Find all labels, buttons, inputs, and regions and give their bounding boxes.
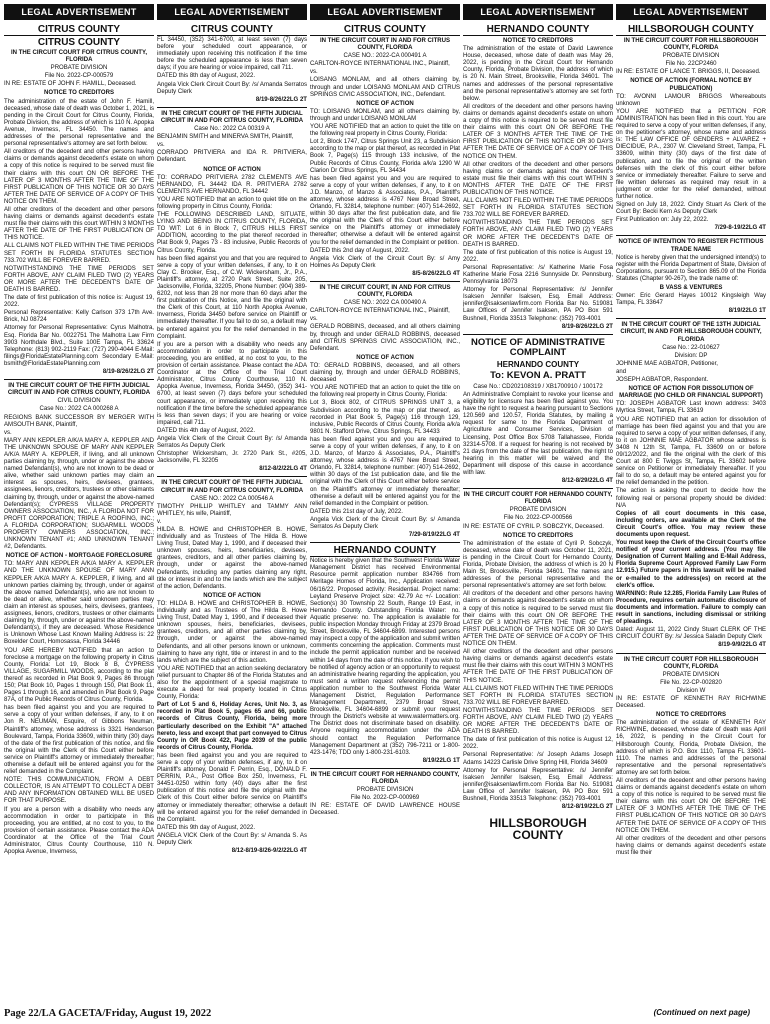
notice-text: JOSEPH AGBATOR, Respondent. [616, 377, 709, 384]
case-number: CASE NO.: 2022 CA 000490 A [343, 300, 427, 307]
notice-text: Angela Vick Clerk of the Circuit Court By: s/ Amanda Serratos As Deputy Clerk [310, 516, 460, 530]
column-3 [310, 4, 460, 1004]
divider [463, 488, 613, 489]
notice-text: FL 34450, (352) 341-6700, at least seven (7) days before your scheduled court appearance, or immediately upon receiving this notification if the time before the scheduled appearance is less than seven days; if you are hearing or voice impaired, call 711. [157, 37, 307, 72]
notice-text: DATED this 9th day of August, 2022. [157, 824, 256, 831]
division: Division W [676, 687, 706, 694]
notice-text: and [616, 368, 627, 375]
notice-text: Christopher Wickersham, Jr. 2720 Park St., #205, Jacksonville, FL 32205 [157, 451, 307, 465]
case-number: CASE NO.: 2022-CA 000491 A [343, 53, 427, 60]
notice-text: YOU ARE NOTIFIED that an action to quiet title on the following property in Citrus County, Florida: [157, 196, 307, 210]
file-number: File No. 22CP2460 [665, 61, 717, 68]
column-header: LEGAL ADVERTISEMENT [157, 4, 307, 20]
court-heading: IN THE CIRCUIT COURT FOR HERNANDO COUNTY, FLORIDA [463, 492, 613, 506]
notice-text: Notice is hereby given that the Southwest Florida Water Management District has received Environmental Resource permit application number 834766 from Meritage Homes of Florida, Inc., Application received: 06/16/22. Proposed activity: Residential. Project name: Leyland Preserve Project size: 42.79 Ac +/- Location: Section(s) 30 Township 22 South, Range 19 East, in Hernando County. Outstanding Florida Water: no. Aquatic preserve: no. The application is available for public inspection Monday through Friday at 2379 Broad Street, Brooksville, FL 34604-6899. Interested persons may inspect a copy of the application and submit written comments concerning the application. Comments must include the permit application number and be received within 14 days from the date of this notice. If you wish to be notified of agency action or an opportunity to request an administrative hearing regarding the application, you must send a written request referencing the permit application number to the Southwest Florida Water Management District, Regulation Performance Management Department, 2379 Broad Street, Brooksville, FL 34604-6899 or submit your request through the District's website at www.watermatters.org. The District does not discriminate based on disability. Anyone requiring accommodation under the ADA should contact the Regulation Performance Management Department at (352) 796-7211 or 1-800-423-1476; TDD only 1-800-231-6103. [310, 558, 460, 756]
notice-text: The administration of the estate of David Lawrence House, deceased, whose date of death was May 26, 2022, is pending in the Circuit Court for Hernando County, Florida, Probate Division, the address of which is 20 N. Main Street, Brooksville, Florida 34601. The names and addresses of the personal representative and the personal representative's attorney are set forth below. [463, 46, 613, 102]
legal-notice [310, 558, 460, 765]
notice-text: All creditors of the decedent and other persons having claims or demands against decedent's estate on whom a copy of this notice is required to be served must file their claims with this court ON OR BEFORE THE LATER OF 3 MONTHS AFTER THE TIME OF THE FIRST PUBLICATION OF THIS NOTICE OR 30 DAYS AFTER THE DATE OF SERVICE OF A COPY OF THIS NOTICE ON THEM. [4, 149, 154, 205]
estate-caption: IN RE: ESTATE OF KENNETH RAY RICHWINE Deceased. [616, 695, 766, 710]
notice-text: All creditors of the decedent and other persons having claims or demands against decedent's estate on whom a copy of this notice is required to be served must file their claims with this court ON OR BEFORE THE LATER OF 3 MONTHS AFTER THE TIME OF THE FIRST PUBLICATION OF THIS NOTICE OR 30 DAYS AFTER THE DATE OF SERVICE OF A COPY OF THIS NOTICE ON THEM. [616, 778, 766, 834]
county-heading: CITRUS COUNTY [37, 37, 121, 48]
notice-text: CORRADO PRITVIERA and IDA R. PRITVIERA, Defendant. [157, 150, 307, 164]
file-number: File No. 2022-CP-000566 [503, 515, 573, 522]
court-heading: IN THE CIRCUIT COURT OF THE FIFTH JUDICIAL CIRCUIT IN AND FOR CITRUS COUNTY, FLORIDA [160, 110, 304, 124]
court-heading: IN THE CIRCUIT COURT FOR CITRUS COUNTY, FLORIDA [10, 50, 148, 64]
notice-text: ALL CLAIMS NOT FILED WITHIN THE TIME PERIODS SET FORTH IN FLORIDA STATUTES SECTION 733.702 WILL BE FOREVER BARRED. [4, 243, 154, 264]
court-heading: IN THE CIRCUIT COURT IN AND FOR CITRUS COUNTY, FLORIDA [319, 38, 451, 52]
case-number: Case No.: 22-010627 [662, 344, 720, 351]
notice-text: DATED this 21st day of July, 2022. [310, 508, 403, 515]
notice-text: THE FOLLOWING DESCRIBED LAND, SITUATE, LYING AND BEING IN CITRUS COUNTY, FLORIDA, TO WIT: Lot 6 in Block 7, CITRUS HILLS FIRST ADDITION, according to the plat thereof recorded in Plat Book 9, Pages 73 - 83 inclusive, Public Records of Citrus County, Florida. [157, 212, 307, 254]
page-footer: Page 22/LA GACETA/Friday, August 19, 2022 [4, 1008, 212, 1019]
notice-title: NOTICE OF ACTION [356, 354, 414, 361]
column-header: LEGAL ADVERTISEMENT [616, 4, 766, 20]
division: CIVIL DIVISION [57, 398, 101, 405]
notice-text: CARLTON-ROYCE INTERNATIONAL INC., Plaintiff, [310, 61, 450, 68]
publication-code: 8/19-8/26/22LG 2T [561, 323, 613, 330]
case-number: Case No.: CD202108319 / XB1700910 / 100172 [473, 383, 603, 390]
notice-text: TO: LOISANG MONLAM, and all others claiming by, through and under LOISANG MONLAM [310, 108, 460, 122]
court-heading: IN THE CIRCUIT COURT FOR HILLSBOROUGH COUNTY, FLORIDA [623, 38, 759, 52]
notice-text: has been filed against you and you are required to serve a copy of your written defenses, if any, to it on J.D. Manzo, of Manzo & Associates, P.A., Plaintiff's attorney, whose address is 4767 New Broad Street, Orlando, FL 32814, telephone number: (407) 514-2692, within 30 days of the 1st publication date, and file the original with the Clerk of this Court either before service on the Plaintiff's attorney or immediately thereafter; otherwise a default will be entered against you for the relief demanded in the Complaint or petition. [310, 436, 460, 507]
legal-notice [157, 111, 307, 474]
notice-text: All other creditors of the decedent and other persons having claims or demands against decedent's estate must file their [616, 835, 766, 856]
county-heading: CITRUS COUNTY [310, 24, 460, 36]
notice-text: YOU ARE NOTIFIED that a PETITION FOR ADMINISTRATION has been filed in this court. You are required to serve a copy of your written defenses, if any, on the petitioner's attorney, whose name and address is: THE LAW OFFICE OF GENDERS + ALVAREZ + DIECIDUE, P.A., 2307 W. Cleveland Street, Tampa, FL 33609, within thirty (30) days of the first date of publication, and to file the original of the written defenses with the clerk of this court either before service or immediately thereafter. Failure to serve and file written defenses as required may result in a judgment or order for the relief demanded, without further notice. [616, 108, 766, 200]
notice-text: Personal Representative: /s/ Katherine Marie Fosa Katherine Marie Fosa 2216 Sunnyside Dr. Pennsburg, Pennsylvania 18073 [463, 264, 613, 286]
court-heading: IN THE CIRCUIT COURT OF THE FIFTH JUDICIAL CIRCUIT IN AND FOR CITRUS COUNTY, FLORIDA [7, 383, 151, 397]
notice-text: All other creditors of the decedent and other persons having claims or demands against decedent's estate must file their claims with this court WITHIN 3 MONTHS AFTER THE DATE OF THE FIRST PUBLICATION OF THIS NOTICE. [463, 649, 613, 684]
notice-text: Dated: August 11, 2022 Cindy Stuart CLERK OF THE CIRCUIT COURT By: /s/ Jessica Saladin Deputy Clerk [616, 627, 766, 641]
divider [157, 107, 307, 108]
court-heading: IN THE CIRCUIT COURT FOR HILLSBOROUGH COUNTY, FLORIDA [623, 656, 759, 670]
notice-text: Lot 2, Block 1747, Citrus Springs Unit 23, a Subdivision according to the map or plat thereof, as recorded in Plat Book 7, Page(s) 115 through 133 inclusive, of the Public Records of Citrus County, Florida a/k/a 1290 W Clarion Dr Citrus Springs, FL 34434 [310, 139, 460, 174]
file-number: File No. 2022-CP-000579 [44, 73, 114, 80]
division: Division: DP [674, 352, 708, 359]
notice-text: BENJAMIN SMITH and MINERVA SMITH, Plaintiff, [157, 134, 294, 141]
notice-text: Angela Vick Clerk of the Circuit Court By: s/ Amy Holmes As Deputy Clerk [310, 255, 460, 269]
notice-text: NOTWITHSTANDING THE TIME PERIODS SET FORTH ABOVE, ANY CLAIM FILED TWO (2) YEARS OR MORE AFTER THE DECEDENT'S DATE OF DEATH IS BARRED. [4, 265, 154, 293]
notice-title: NOTICE OF ACTION [356, 100, 414, 107]
notice-text: vs. [310, 316, 318, 323]
legal-notice [157, 480, 307, 855]
notice-text: Notice is hereby given that the undersigned intend(s) to register with the Florida Department of State, Division of Corporations, pursuant to Section 865.09 of the Florida Statutes (Chapter 90-267), the trade name of: [616, 254, 766, 282]
notice-text: YOU ARE HEREBY NOTIFIED that an action to foreclose a mortgage on the following property in Citrus County, Florida: Lot 19, Block 8 B, CYPRESS VILLAGE, SUGARMILL WOODS, according to the plat thereof as recorded in Plat Book 9, Pages 86 through 150; Plat Book 10, Pages 1 through 150, Plat Book 11, Pages 1 through 16, and amended in Plat Book 9, Page 87A, of the Public Records of Citrus County, Florida. [4, 647, 154, 704]
notice-text: Attorney for Personal Representative: /s/ Jennifer Isaksen Jennifer Isaksen, Esq. Email Address: jennifer@isaksenlawfirm.com Florida Bar No. 519081 Law Office of Jennifer Isaksen, PA PO Box 591 Bushnell, Florida 33513 Telephone: (352) 793-4001 [463, 767, 613, 802]
division: PROBATE DIVISION [50, 65, 108, 72]
legal-notice [616, 657, 766, 858]
divider [463, 334, 613, 335]
notice-text: Attorney for Personal Representative: /s/ Jennifer Isaksen Jennifer Isaksen, Esq. Email Address: jennifer@isaksenlawfirm.com Florida Bar No. 519081 Law Offices of Jennifer Isaksen, PA PO Box 591 Bushnell, Florida 33513 Telephone: (352) 793-4001 [463, 287, 613, 322]
notice-text: Attorney for Personal Representative: Cyrus Malhotra, Esq. Florida Bar No. 0022751 The Malhotra Law Firm 3903 Northdale Blvd., Suite 100E Tampa, FL 33624 Telephone: (813) 902-2119 Fax: (727) 290-4044 E-Mail: filings@FloridaEstatePlanning.com Secondary E-Mail: bsmith@FloridaEstatePlanning.com [4, 325, 154, 367]
notice-text: First Publication on: July 22, 2022. [616, 217, 709, 224]
legal-notice [463, 38, 613, 331]
column-header: LEGAL ADVERTISEMENT [4, 4, 154, 20]
column-5 [616, 4, 766, 1004]
notice-text: vs. [157, 142, 165, 149]
notice-text: TO: AVONNI LAMOUR BRIGGS Whereabouts unknown [616, 93, 766, 107]
notice-text: DATED this 8th day of August, 2022. [157, 73, 256, 80]
county-heading: HERNANDO COUNTY [310, 542, 460, 557]
estate-caption: IN RE: ESTATE OF CYRIL P. SOBCZYK, Deceased. [463, 523, 604, 530]
case-number: Case No.: 2022 CA 00319 A [194, 126, 270, 133]
continued-note: (Continued on next page) [653, 1008, 750, 1017]
legal-notice [616, 38, 766, 232]
file-number: File No. 22-CP-002820 [660, 679, 722, 686]
notice-title: NOTICE TO CREDITORS [503, 532, 573, 539]
county-heading: CITRUS COUNTY [4, 24, 154, 36]
file-number: File No. 2022-CP-000969 [350, 795, 420, 802]
notice-text: DATED this 2nd day of August, 2022. [310, 247, 410, 254]
notice-title: NOTICE OF ACTION - MORTGAGE FORECLOSURE [5, 553, 153, 560]
notice-text: NOTE: THIS COMMUNICATION, FROM A DEBT COLLECTOR, IS AN ATTEMPT TO COLLECT A DEBT AND ANY INFORMATION OBTAINED WILL BE USED FOR THAT PURPOSE. [4, 777, 154, 805]
case-number: CASE NO.: 2022 CA 000546 A [190, 495, 274, 502]
publication-code: 7/29-8-19/22LG 4T [714, 225, 766, 232]
notice-text: v. [157, 518, 162, 525]
publication-code: 8/19/22LG 1T [728, 308, 766, 315]
divider [616, 653, 766, 654]
notice-text: TO: HILDA B. HOWE and CHRISTOPHER B. HOWE, individually and as Trustees of The Hilda B. Howe Living Trust, Dated May 1, 1990, and if deceased their unknown spouses, heirs, beneficiaries, devisees, grantees, creditors, and all other parties claiming by, through, under or against the above-named Defendants, and all other persons known or unknown, claiming to have any right, title or interest in and to the lands which are the subject of this action. [157, 600, 307, 664]
estate-caption: IN RE: ESTATE OF JOHN F. HAMILL, Deceased. [4, 81, 137, 88]
notice-text: Personal Representative: /s/ Joseph Adams Joseph Adams 14223 Carlisle Drive Spring Hill, Florida 34609 [463, 752, 613, 766]
estate-caption: IN RE: ESTATE OF DAVID LAWRENCE HOUSE Deceased. [310, 803, 460, 817]
legal-notice [310, 772, 460, 818]
notice-text: All other creditors of the decedent and other persons having claims or demands against decedent's estate must file their claims with this court WITHIN 3 MONTHS AFTER THE DATE OF THE FIRST PUBLICATION OF THIS NOTICE. [4, 206, 154, 242]
court-heading: IN THE CIRCUIT COURT OF THE 13TH JUDICIAL CIRCUIT, IN AND FOR HILLSBOROUGH COUNTY, FLORIDA [620, 322, 762, 343]
publication-code: 8/12-8/19-8/26-9/2/22LG 4T [231, 848, 307, 855]
notice-title: NOTICE OF ACTION (FORMAL NOTICE BY PUBLICATION) [630, 78, 752, 92]
notice-text: Owner: Eric Gerard Hayes 10012 Kingsleigh Way Tampa, FL 33647 [616, 293, 766, 307]
notice-text: has been filed against you and you are required to serve a copy of your written defenses, if any, to it on Plaintiff's attorney, Donald F. Perrin, Esq., DONALD F. PERRIN, P.A., Post Office Box 250, Inverness, FL 34451-0250 within forty (40) days after the first publication of this notice and file the original with the Clerk of this Court either before service on Plaintiff's attorney or immediately thereafter; otherwise a default will be entered against you for the relief demanded in the Complaint. [157, 752, 307, 823]
notice-text: has been filed against you and you are required to serve a copy of your written defenses, if any, to it on Jon R. NEUMAN, Esquire, of Gibbons Neuman, Plaintiff's attorney, whose address is 3321 Henderson Boulevard, Tampa, Florida 33609, within thirty (30) days of the date of the first publication of this notice, and file the original with the Clerk of this Court either before service on Plaintiff's attorney or immediately thereafter; otherwise a default will be entered against you for the relief demanded in the Complaint. [4, 705, 154, 776]
notice-text: LOISANG MONLAM, and all others claiming by, through and under LOISANG MONLAM AND CITRUS SPRINGS CIVIC ASSOCIATION, INC., Defendant. [310, 77, 460, 98]
notice-text: has been filed against you and you are required to serve a copy of your written defenses, if any, to it on J.D. Manzo, of Manzo & Associates, P.A., Plaintiff's attorney, whose address is 4767 New Broad Street, Orlando, FL 32814, telephone number: (407) 514-2692, within 30 days after the first publication date, and file the original with the Clerk of this Court either before service on the Plaintiff's attorney or immediately thereafter; otherwise a default will be entered against you for the relief demanded in the Complaint or petition. [310, 175, 460, 246]
notice-text: All other creditors of the decedent and other persons having claims or demands against the decedent's estate must file their claims with this court WITHIN 3 MONTHS AFTER THE DATE OF THE FIRST PUBLICATION OF THIS NOTICE. [463, 161, 613, 196]
column-header: LEGAL ADVERTISEMENT [310, 4, 460, 20]
notice-text: CARLTON-ROYCE INTERNATIONAL INC., Plaintiff, [310, 308, 450, 315]
notice-text: has been filed against you and that you are required to serve a copy of your written defenses, if any, to it on Clay C. Brooker, Esq., of C.W. Wickersham, Jr., P.A., Plaintiff's attorney, at 2720 Park Street, Suite 205, Jacksonville, Florida, 32205, Phone Number: (904) 389-6202, not less than 28 nor more than 60 days after the first publication of this Notice, and file the original with the Clerk of this Court, at 110 North Apopka Avenue, Inverness, Florida 34450 before service on Plaintiff or immediately thereafter. If you fail to do so, a default may be entered against you for the relief demanded in the Complaint. [157, 255, 307, 340]
publication-code: 8/12-8/29/22LG 4T [561, 478, 613, 485]
notice-text: ALL CLAIMS NOT FILED WITHIN THE TIME PERIODS SET FORTH IN FLORIDA STATUTES SECTION 733.702 WILL BE FOREVER BARRED. [463, 198, 613, 219]
column-4 [463, 4, 613, 1004]
notice-text: YOU ARE NOTIFIED that an action seeking declaratory relief pursuant to Chapter 86 of the Florida Statutes and also for the appointment of a special magistrate to execute a deed for real property located in Citrus County, Florida: [157, 665, 307, 701]
notice-text: The administration of the estate of Cyril P. Sobczyk, deceased, whose date of death was October 11, 2021, is pending in the Circuit Court for Hernando County, Florida, Probate Division, the address of which is 20 N Main St, Brooksville, Florida 34601. The names and addresses of the personal representative and the personal representative's attorney are set forth below. [463, 540, 613, 590]
notice-text: vs. [4, 429, 12, 436]
legal-notice [4, 383, 154, 856]
notice-title: NOTICE OF ACTION FOR DISSOLUTION OF MARRIAGE (NO CHILD OR FINANCIAL SUPPORT) [619, 386, 763, 400]
court-heading: IN THE CIRCUIT COURT FOR HERNANDO COUNTY, FLORIDA [310, 771, 460, 785]
division: PROBATE DIVISION [662, 53, 720, 60]
county-heading: HILLSBOROUGH COUNTY [489, 816, 587, 843]
legal-notice [157, 37, 307, 104]
notice-text: NOTWITHSTANDING THE TIME PERIODS SET FORTH ABOVE, ANY CLAIM FILED TWO (2) YEARS OR MORE AFTER THE DECEDENT'S DATE OF DEATH IS BARRED. [463, 220, 613, 248]
notice-text: The date of first publication of this notice is August 12, 2022. [463, 737, 613, 751]
notice-title: NOTICE OF ACTION [203, 166, 261, 173]
publication-code: 8/19-9/9/22LG 4T [718, 642, 766, 649]
column-header: LEGAL ADVERTISEMENT [463, 4, 613, 20]
notice-title: NOTICE TO CREDITORS [656, 712, 726, 719]
publication-code: 8/19/22LG 1T [422, 757, 460, 764]
divider [157, 476, 307, 477]
notice-text: An Administrative Complaint to revoke your license and eligibility for licensure has been filed against you. You have the right to request a hearing pursuant to Sections 120.569 and 120.57, Florida Statutes, by mailing a request for same to the Florida Department of Agriculture and Consumer Services, Division of Licensing, Post Office Box 5708 Tallahassee, Florida 32314-5708. If a request for hearing is not received by 21 days from the date of the last publication, the right to hearing in this matter will be waived and the Department will dispose of this cause in accordance with law. [463, 391, 613, 476]
column-1 [4, 4, 154, 1004]
column-2 [157, 4, 307, 1004]
notice-text: YOU ARE NOTIFIED that an action to quiet the title on the following real property in Citrus County, Florida: [310, 124, 460, 138]
divider [616, 318, 766, 319]
notice-text: DATED this 4th day of August, 2022. [157, 427, 256, 434]
county-heading: HILLSBOROUGH COUNTY [616, 24, 766, 36]
publication-code: 8/12-8/19/22LG 2T [561, 804, 613, 811]
notice-text: REGIONS BANK SUCCESSOR BY MERGER WITH AMSOUTH BANK, Plaintiff, [4, 414, 154, 428]
notice-text: The administration of the estate of John F. Hamill, deceased, whose date of death was October 1, 2021, is pending in the Circuit Court for Citrus County, Florida, Probate Division, the address of which is 110 N. Apopka Avenue, Inverness, FL 34450. The names and addresses of the personal representative and the personal representative's attorney are set forth below. [4, 98, 154, 148]
notice-text: Angela Vick Clerk of the Circuit Court By: /s/ Amanda Serratos As Deputy Clerk [157, 435, 307, 450]
notice-text: WARNING: Rule 12.285, Florida Family Law Rules of Procedure, requires certain automatic disclosure of documents and information. Failure to comply can result in sanctions, including dismissal or striking of pleadings. [616, 590, 766, 626]
notice-text: The administration of the estate of KENNETH RAY RICHWINE, deceased, whose date of death was April 16, 2022, is pending in the Circuit Court for Hillsborough County, Florida, Probate Division, the address of which is P.O. Box 1110, Tampa FL 33601-1110. The names and addresses of the personal representative and the personal representative's attorney are set forth below. [616, 720, 766, 776]
notice-text: TO: MARY ANN KEPPLER A/K/A MARY A. KEPPLER AND THE UNKNOWN SPOUSE OF MARY ANN KEPPLER A/K/A MARY A. KEPPLER, if living, and all unknown parties claiming by, through, under or against the above named Defendant(s), who are not known to be dead or alive, whether said unknown parties may claim an interest as spouses, heirs, devisees, grantees, assignees, lienors, creditors, trustees or other claimants claiming by, through, under or against the above-named Defendant(s), if they are deceased. Whose Residence is Unknown Whose Last Known Mailing Address is: 22 Boxelder Court, Homosassa, Florida 34446 [4, 561, 154, 646]
notice-text: Angela Vick Clerk Circuit Court By: /s/ Amanda Serratos Deputy Clerk [157, 81, 307, 95]
legal-notice [463, 492, 613, 811]
addressee: To: KEVON A. PRATT [490, 369, 586, 381]
case-number: Case No.: 2022 CA 000268 A [39, 406, 119, 413]
court-heading: IN THE CIRCUIT COURT OF THE FIFTH JUDICIAL CIRCUIT IN AND FOR CITRUS COUNTY, FLORIDA [160, 480, 304, 494]
notice-text: YOU ARE NOTIFIED that an action to quiet the title on the following real property in Citrus County, Florida: [310, 385, 460, 399]
notice-text: The date of first publication of this notice is: August 19, 2022. [4, 295, 154, 309]
notice-text: vs. [310, 69, 318, 76]
legal-notice [616, 322, 766, 649]
notice-text: HILDA B. HOWE and CHRISTOPHER B. HOWE, individually and as Trustees of The Hilda B. Howe Living Trust, Dated May 1, 1990, and if deceased their unknown spouses, heirs, beneficiaries, devisees, grantees, creditors, and all other parties claiming by, through, under or against the above-named Defendants, including any parties claiming any right, title or interest in and to the lands which are the subject of the action, Defendants. [157, 527, 307, 590]
legal-notice [4, 50, 154, 376]
divider [310, 281, 460, 282]
legal-notice [616, 239, 766, 315]
notice-text: The action is asking the court to decide how the following real or personal property should be divided: N/A [616, 488, 766, 509]
notice-text: You must keep the Clerk of the Circuit Court's office notified of your current address. (You may file Designation of Current Mailing and E-Mail Address, Florida Supreme Court Approved Family Law Form 12.915.) Future papers in this lawsuit will be mailed or e-mailed to the address(es) on record at the clerk's office. [616, 540, 766, 589]
notice-text: All creditors of the decedent and other persons having claims or demands against decedent's estate on whom a copy of this notice is required to be served must file their claims with this court ON OR BEFORE THE LATER OF 3 MONTHS AFTER THE TIME OF THE FIRST PUBLICATION OF THIS NOTICE OR 30 DAYS AFTER THE DATE OF SERVICE OF A COPY OF THIS NOTICE ON THEM. [463, 591, 613, 648]
division: PROBATE DIVISION [509, 507, 567, 514]
legal-notice [310, 285, 460, 539]
notice-text: The date of first publication of this notice is August 19, 2022. [463, 249, 613, 263]
notice-text: TO: JOSEPH AGBATOR Last known address: 3403 Myrtica Street, Tampa, FL 33619 [616, 401, 766, 415]
estate-caption: IN RE: ESTATE OF LANCE T. BRIGGS, II, Deceased. [616, 69, 761, 76]
notice-text: MARY ANN KEPPLER A/K/A MARY A. KEPPLER AND THE UNKNOWN SPOUSE OF MARY ANN KEPPLER A/K/A MARY A. KEPPLER, if living, and all unknown parties claiming by, through, under or against the above named Defendant(s), who are not known to be dead or alive, whether said unknown parties may claim an interest as spouses, heirs, devisees, grantees, assignees, lienors, creditors, trustees or other claimants claiming by, through, under or against the above-named Defendant(s); CYPRESS VILLAGE PROPERTY OWNERS ASSOCIATION, INC., A FLORIDA NOT FOR PROFIT CORPORATION; TRIPLE A ROOFING, INC.; A FLORIDA CORPORATION; SUGARMILL WOODS PROPERTY OWNERS ASSOCIATION, INC.; UNKNOWN TENANT #1; AND UNKNOWN TENANT #2, Defendants. [4, 437, 154, 551]
divider [4, 379, 154, 380]
notice-text: Personal Representative: Kelly Carlson 373 17th Ave. Brick, NJ 08724 [4, 310, 154, 324]
notice-title: NOTICE TO CREDITORS [44, 90, 114, 97]
publication-code: 8/19-8/26/22LG 2T [102, 369, 154, 376]
division: PROBATE DIVISION [356, 787, 414, 794]
notice-text: Lot 3, Block 802, of CITRUS SPRINGS UNIT 3, a Subdivision according to the map or plat thereof, as recorded in Plat Book 5, Page(s) 116 through 129, inclusive, Public Records of Citrus County, Florida a/k/a 9801 N. Stafford Drive, Citrus Springs, FL 34433 [310, 400, 460, 435]
notice-title: NOTICE OF INTENTION TO REGISTER FICTITIOUS TRADE NAME [618, 239, 764, 253]
newspaper-page [4, 4, 766, 1004]
notice-text: TO: CORRADO PRITVIERA 2782 CLEMENTS AVE HERNANDO, FL 34442 IDA R. PRITVIERA 2782 CLEMENTS AVE HERNANDO, FL 34442 [157, 174, 307, 195]
notice-text: TO: GERALD ROBBINS, deceased, and all others claiming by, through and under GERALD ROBBINS, deceased [310, 362, 460, 384]
publication-code: 8/19-8/26/22LG 2T [255, 96, 307, 103]
notice-text: ALL CLAIMS NOT FILED WITHIN THE TIME PERIODS SET FORTH IN FLORIDA STATUTES SECTION 733.702 WILL BE FOREVER BARRED. [463, 685, 613, 706]
notice-text: If you are a person with a disability who needs any accommodation in order to participate in this proceeding, you are entitled, at no cost to you, to the provision of certain assistance. Please contact the ADA Coordinator at the Office of the Trial Court Administrator, Citrus County Courthouse, 110 N. Apopka Avenue, Inverness, Florida 34450, (352) 341-6700, at least seven (7) days before your scheduled court appearance, or immediately upon receiving this notification if the time before the scheduled appearance is less than seven days; if you are hearing or voice impaired, call 711. [157, 341, 307, 426]
publication-code: 7/29-8/19/22LG 4T [408, 532, 460, 539]
notice-text: All creditors of the decedent and other persons having claims or demands against decedent's estate on whom a copy of this notice is required to be served must file their claims with this court ON OR BEFORE THE LATER OF 3 MONTHS AFTER THE TIME OF THE FIRST PUBLICATION OF THIS NOTICE OR 30 DAYS AFTER THE DATE OF SERVICE OF A COPY OF THIS NOTICE ON THEM. [463, 103, 613, 160]
notice-text: ANGELA VICK Clerk of the Court By: s/ Amanda S. As Deputy Clerk [157, 832, 307, 847]
county-heading: HERNANDO COUNTY [463, 24, 613, 36]
court-heading: IN THE CIRCUIT COURT, IN AND FOR CITRUS COUNTY, FLORIDA [319, 285, 451, 299]
notice-title: NOTICE OF ACTION [203, 592, 261, 599]
notice-text: TIMOTHY PHILLIP WHITLEY and TAMMY ANN WHITLEY, his wife, Plaintiff, [157, 503, 307, 517]
division: PROBATE DIVISION [662, 671, 720, 678]
legal-notice [310, 38, 460, 278]
notice-text: GERALD ROBBINS, deceased, and all others claiming by, through and under GERALD ROBBINS, deceased and CITRUS SPRINGS CIVIC ASSOCIATION, INC., Defendant. [310, 324, 460, 352]
divider [310, 768, 460, 769]
publication-code: 8/5-8/26/22LG 4T [412, 270, 460, 277]
notice-text: If you are a person with a disability who needs any accommodation in order to participate in this proceeding, you are entitled, at no cost to you, to the provision of certain assistance. Please contact the ADA Coordinator at the Office of the Trial Court Administrator, Citrus County Courthouse, 110 N. Apopka Avenue, Inverness, [4, 806, 154, 856]
notice-title: NOTICE TO CREDITORS [503, 38, 573, 44]
notice-text: YOU ARE NOTIFIED that an action for dissolution of marriage has been filed against you and that you are required to serve a copy of your written defenses, if any, to it on JOHNNIE MAE AGBATOR whose address is 3408 N 12th St, Tampa, FL 33609 on or before 09/12/2022, and file the original with the clerk of this Court at 800 E Twiggs St, Tampa, FL 33602 before service on Petitioner or immediately thereafter. If you fail to do so, a default may be entered against you for the relief demanded in the petition. [616, 416, 766, 487]
notice-text: JOHNNIE MAE AGBATOR, Petitioner, [616, 360, 718, 367]
county-subheading: HERNANDO COUNTY [496, 359, 580, 369]
trade-name: B VASS & VENTURES [659, 285, 723, 291]
notice-text: NOTWITHSTANDING THE TIME PERIODS SET FORTH ABOVE, ANY CLAIM FILED TWO (2) YEARS OR MORE AFTER THE DECEDENT'S DATE OF DEATH IS BARRED. [463, 707, 613, 736]
legal-notice [463, 338, 613, 485]
notice-text: Signed on July 18, 2022. Cindy Stuart As Clerk of the Court By: Becki Kern As Deputy Clerk [616, 202, 766, 216]
county-heading: CITRUS COUNTY [157, 24, 307, 36]
notice-text: Part of Lot 5 and 6, Holiday Acres, Unit No. 3, as recorded in Plat Book 5, pages 65 and 66, public records of Citrus County, Florida, being more particularly described on the Exhibit "A" attached hereto, less and except that part conveyed to Citrus County in OR Book 422, Page 2039 of the public records of Citrus County, Florida. [157, 702, 307, 751]
publication-code: 8/12-8/2/22LG 4T [259, 466, 307, 473]
divider [616, 235, 766, 236]
notice-title: NOTICE OF ADMINISTRATIVE COMPLAINT [470, 336, 606, 358]
notice-text: Copies of all court documents in this case, including orders, are available at the Clerk of the Circuit Court's office. You may review these documents upon request. [616, 510, 766, 538]
